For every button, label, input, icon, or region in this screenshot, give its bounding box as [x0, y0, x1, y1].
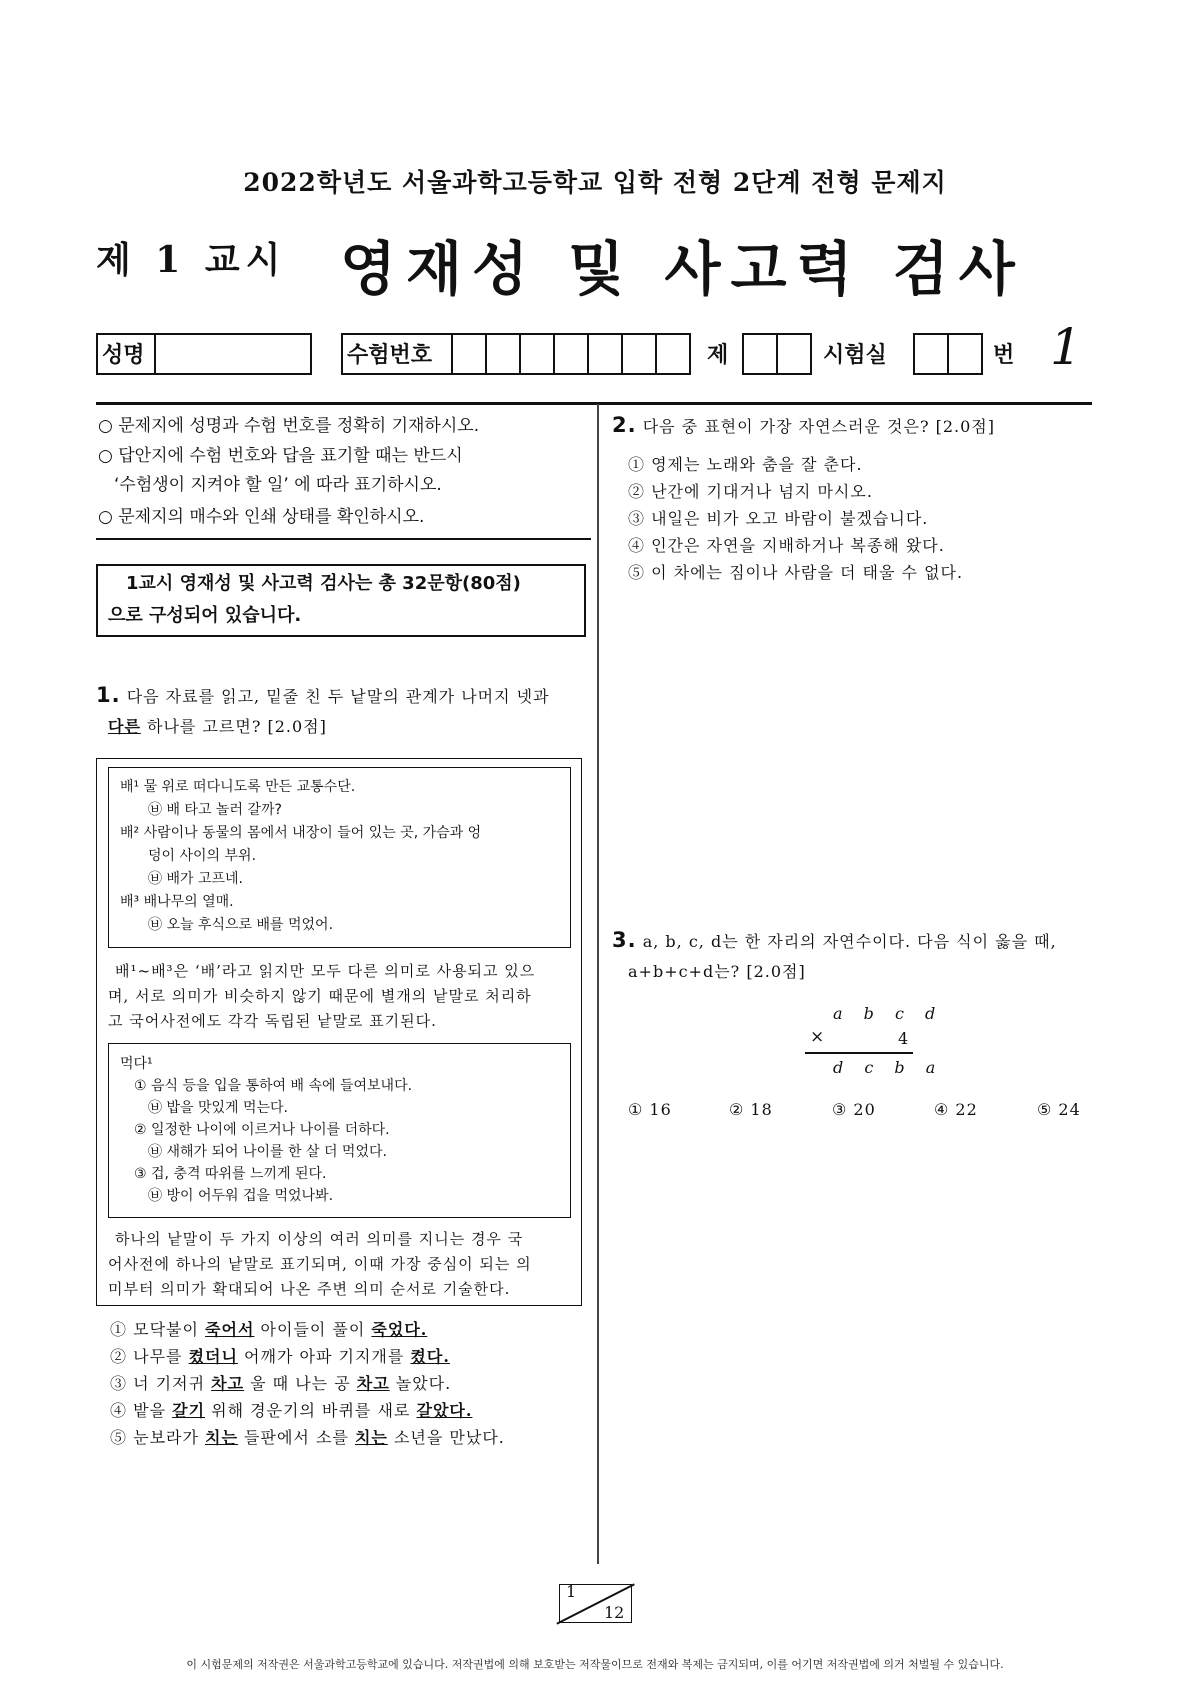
name-label: 성명	[102, 343, 145, 368]
explanation-paragraph: 며, 서로 의미가 비슷하지 않기 때문에 별개의 낱말로 처리하	[108, 987, 532, 1005]
question-1-number: 1.	[96, 683, 121, 707]
question-3-option-5[interactable]: ⑤ 24	[1037, 1100, 1081, 1119]
notice-line-1: 1교시 영재성 및 사고력 검사는 총 32문항(80점)	[126, 573, 521, 594]
dict-sense: ③ 겁, 충격 따위를 느끼게 된다.	[134, 1166, 327, 1182]
question-2-option-4[interactable]: ④ 인간은 자연을 지배하거나 복종해 왔다.	[628, 536, 945, 555]
instruction-1: ○ 문제지에 성명과 수험 번호를 정확히 기재하시오.	[98, 416, 480, 436]
instructions-rule	[96, 538, 591, 540]
question-1-underlined-word: 다른	[108, 717, 141, 736]
exam-number-digit[interactable]	[519, 333, 555, 375]
dict-sense: ② 일정한 나이에 이르거나 나이를 더하다.	[134, 1122, 390, 1138]
exam-number-label: 수험번호	[347, 343, 433, 368]
question-1-option-3[interactable]: ③ 너 기저귀 차고 울 때 나는 공 차고 놀았다.	[110, 1374, 452, 1393]
dict-example: ㉥ 배가 고프네.	[148, 871, 243, 887]
question-2-stem-line	[612, 413, 995, 437]
page-total: 12	[604, 1603, 625, 1622]
name-field[interactable]	[154, 333, 312, 375]
page-current: 1	[566, 1582, 577, 1601]
question-1-line-2	[108, 714, 327, 737]
dict-entry: 배³ 배나무의 열매.	[120, 894, 234, 910]
question-3-stem-line-2: a+b+c+d는? [2.0점]	[628, 962, 806, 981]
dict-example: ㉥ 방이 어두워 겁을 먹었나봐.	[148, 1188, 334, 1204]
dict-example: ㉥ 배 타고 놀러 갈까?	[148, 802, 282, 818]
explanation-paragraph: 하나의 낱말이 두 가지 이상의 여러 의미를 지니는 경우 국	[115, 1230, 524, 1248]
exam-number-digit[interactable]	[621, 333, 657, 375]
exam-subtitle: 2022학년도 서울과학고등학교 입학 전형 2단계 전형 문제지	[243, 168, 947, 197]
seat-digit[interactable]	[947, 333, 983, 375]
exam-title: 영재성 및 사고력 검사	[340, 235, 1025, 303]
question-1-option-4[interactable]: ④ 밭을 갈기 위해 경운기의 바퀴를 새로 갈았다.	[110, 1401, 473, 1420]
multiplication-line	[805, 1052, 913, 1054]
question-1-stem-end: 하나를 고르면? [2.0점]	[140, 717, 327, 736]
explanation-paragraph: 배¹~배³은 ‘배’라고 읽지만 모두 다른 의미로 사용되고 있으	[115, 962, 536, 980]
question-3-stem-line-1	[612, 928, 1057, 952]
page-type-number: 1	[1050, 318, 1082, 376]
question-1-stem: 다음 자료를 읽고, 밑줄 친 두 낱말의 관계가 나머지 넷과	[126, 687, 550, 706]
multiplier: 4	[898, 1029, 909, 1048]
product: d c b a	[833, 1058, 944, 1077]
question-2-option-1[interactable]: ① 영제는 노래와 춤을 잘 춘다.	[628, 455, 863, 474]
question-3-option-1[interactable]: ① 16	[628, 1100, 672, 1119]
question-1-option-1[interactable]: ① 모닥불이 죽어서 아이들이 풀이 죽었다.	[110, 1320, 428, 1339]
question-2-option-5[interactable]: ⑤ 이 차에는 짐이나 사람을 더 태울 수 없다.	[628, 563, 964, 582]
multiplicand: a b c d	[833, 1004, 944, 1023]
exam-number-digit[interactable]	[485, 333, 521, 375]
explanation-paragraph: 어사전에 하나의 낱말로 표기되며, 이때 가장 중심이 되는 의	[108, 1255, 532, 1273]
dict-example: ㉥ 밥을 맛있게 먹는다.	[148, 1100, 288, 1116]
question-3-option-4[interactable]: ④ 22	[934, 1100, 978, 1119]
multiplication-sign: ×	[810, 1027, 825, 1047]
explanation-paragraph: 미부터 의미가 확대되어 나온 주변 의미 순서로 기술한다.	[108, 1280, 511, 1298]
exam-number-digit[interactable]	[451, 333, 487, 375]
beon-label: 번	[993, 343, 1015, 368]
exam-number-digit[interactable]	[587, 333, 623, 375]
exam-notice-box	[96, 564, 586, 637]
instruction-2: ○ 답안지에 수험 번호와 답을 표기할 때는 반드시	[98, 446, 463, 466]
period-label: 제 1 교시	[96, 239, 287, 281]
explanation-paragraph: 고 국어사전에도 각각 독립된 낱말로 표기된다.	[108, 1012, 437, 1030]
notice-line-2: 으로 구성되어 있습니다.	[108, 605, 302, 626]
dict-entry-cont: 덩이 사이의 부위.	[148, 848, 257, 864]
dict-example: ㉥ 새해가 되어 나이를 한 살 더 먹었다.	[148, 1144, 387, 1160]
dict-entry: 배² 사람이나 동물의 몸에서 내장이 들어 있는 곳, 가슴과 엉	[120, 825, 482, 841]
dict-entry: 배¹ 물 위로 떠다니도록 만든 교통수단.	[120, 779, 356, 795]
dict-sense: ① 음식 등을 입을 통하여 배 속에 들여보내다.	[134, 1078, 413, 1094]
column-divider	[597, 404, 599, 1564]
seat-digit[interactable]	[913, 333, 949, 375]
question-2-option-2[interactable]: ② 난간에 기대거나 넘지 마시오.	[628, 482, 873, 501]
room-digit[interactable]	[776, 333, 812, 375]
room-label: 시험실	[823, 343, 887, 368]
question-1-option-2[interactable]: ② 나무를 켰더니 어깨가 아파 기지개를 켰다.	[110, 1347, 450, 1366]
instruction-3: ○ 문제지의 매수와 인쇄 상태를 확인하시오.	[98, 507, 425, 527]
question-2-number: 2.	[612, 413, 637, 437]
question-2-stem: 다음 중 표현이 가장 자연스러운 것은? [2.0점]	[642, 417, 996, 436]
instruction-2-cont: ‘수험생이 지켜야 할 일’ 에 따라 표기하시오.	[114, 475, 442, 495]
dict-example: ㉥ 오늘 후식으로 배를 먹었어.	[148, 917, 334, 933]
je-label: 제	[707, 343, 729, 368]
copyright-footer: 이 시험문제의 저작권은 서울과학고등학교에 있습니다. 저작권법에 의해 보호받는 저작물이므로 전재와 복제는 금지되며, 이를 어기면 저작권법에 의거 처벌될 수 있습니다.	[186, 1658, 1004, 1671]
question-3-stem: a, b, c, d는 한 자리의 자연수이다. 다음 식이 옳을 때,	[642, 932, 1057, 951]
header-rule	[96, 402, 1092, 405]
exam-number-digit[interactable]	[655, 333, 691, 375]
question-1-option-5[interactable]: ⑤ 눈보라가 치는 들판에서 소를 치는 소년을 만났다.	[110, 1428, 505, 1447]
question-1-line-1	[96, 683, 550, 707]
question-3-option-2[interactable]: ② 18	[729, 1100, 773, 1119]
room-digit[interactable]	[742, 333, 778, 375]
question-3-option-3[interactable]: ③ 20	[832, 1100, 876, 1119]
question-3-number: 3.	[612, 928, 637, 952]
dict-headword: 먹다¹	[120, 1056, 153, 1072]
exam-number-digit[interactable]	[553, 333, 589, 375]
question-2-option-3[interactable]: ③ 내일은 비가 오고 바람이 불겠습니다.	[628, 509, 929, 528]
